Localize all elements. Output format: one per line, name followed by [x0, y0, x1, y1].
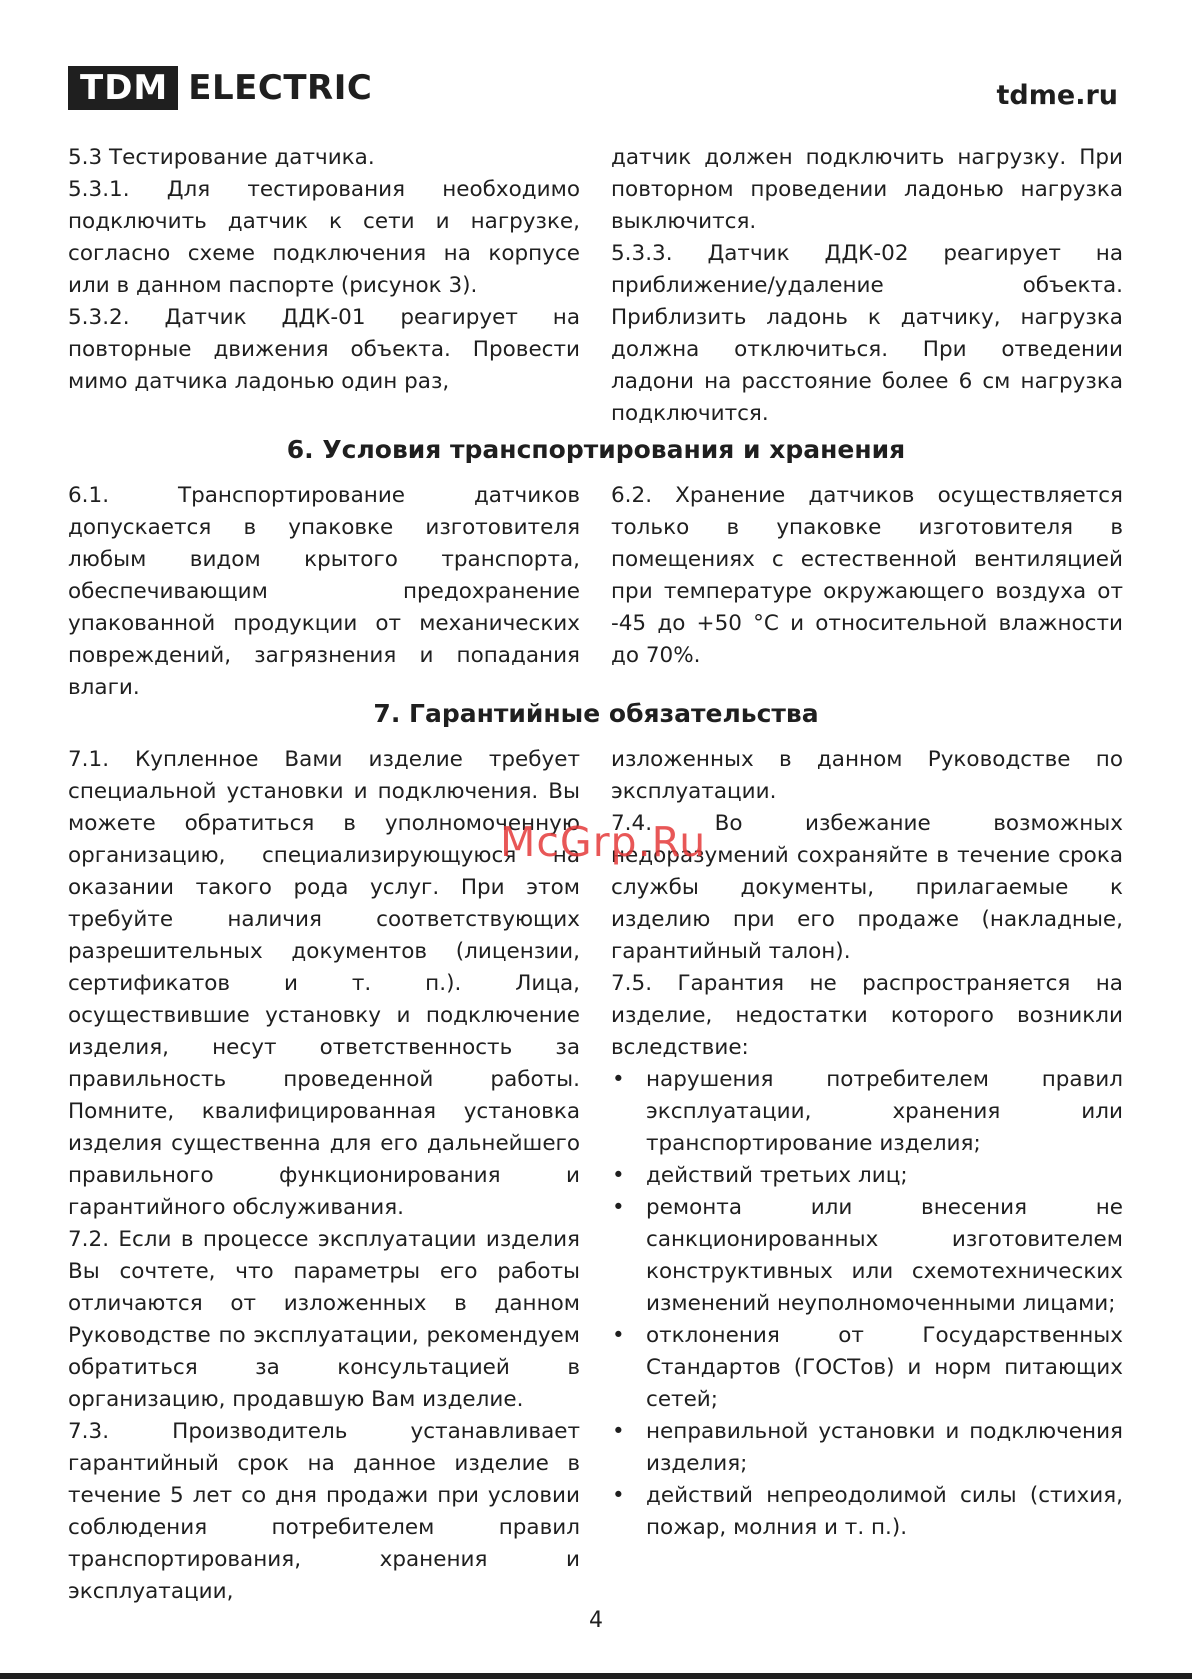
page-number: 4: [589, 1608, 603, 1633]
watermark: McGrp.Ru: [500, 818, 707, 866]
paragraph-5-3: 5.3 Тестирование датчика.: [68, 145, 375, 170]
list-item: • неправильной установки и подключения изделия;: [611, 1416, 1123, 1480]
paragraph-7-3: 7.3. Производитель устанавливает гарантийный срок на данное изделие в течение 5 лет со дня продажи при условии соблюдения потребителем правил транспортирования, хранения и эксплуатации,: [68, 1419, 580, 1604]
logo-text: ELECTRIC: [188, 68, 373, 108]
list-item: • действий непреодолимой силы (стихия, пожар, молния и т. п.).: [611, 1480, 1123, 1544]
section6-left-column: [68, 480, 580, 704]
section5-right-column: [611, 142, 1123, 430]
paragraph-7-1: 7.1. Купленное Вами изделие требует специальной установки и подключения. Вы можете обратиться в уполномоченную организацию, специализирующуюся на оказании такого рода услуг. При этом требуйте наличия соответствующих разрешительных документов (лицензии, сертификатов и т. п.). Лица, осуществившие установку и подключение изделия, несут ответственность за правильность проведенной работы. Помните, квалифицированная установка изделия существенна для его дальнейшего правильного функционирования и гарантийного обслуживания.: [68, 747, 580, 1220]
list-item: • ремонта или внесения не санкционированных изготовителем конструктивных или схемотехнических изменений неуполномоченными лицами;: [611, 1192, 1123, 1320]
paragraph-5-3-3: 5.3.3. Датчик ДДК-02 реагирует на приближение/удаление объекта. Приблизить ладонь к датчику, нагрузка должна отключиться. При отведении ладони на расстояние более 6 см нагрузка подключится.: [611, 241, 1123, 426]
paragraph-6-1: 6.1. Транспортирование датчиков допускается в упаковке изготовителя любым видом крытого транспорта, обеспечивающим предохранение упакованной продукции от механических повреждений, загрязнения и попадания влаги.: [68, 483, 580, 700]
section7-left-column: [68, 744, 580, 1608]
paragraph-7-3-cont: изложенных в данном Руководстве по эксплуатации.: [611, 747, 1123, 804]
section6-heading: 6. Условия транспортирования и хранения: [286, 435, 906, 464]
paragraph-5-3-2: 5.3.2. Датчик ДДК-01 реагирует на повторные движения объекта. Провести мимо датчика ладонью один раз,: [68, 305, 580, 394]
logo-box: TDM: [68, 66, 178, 110]
list-item: • нарушения потребителем правил эксплуатации, хранения или транспортирование изделия;: [611, 1064, 1123, 1160]
bottom-divider: [0, 1673, 1192, 1679]
paragraph-7-4: 7.4. Во избежание возможных недоразумений сохраняйте в течение срока службы документы, прилагаемые к изделию при его продаже (накладные, гарантийный талон).: [611, 811, 1123, 964]
section6-right-column: [611, 480, 1123, 672]
site-url[interactable]: tdme.ru: [996, 80, 1118, 111]
paragraph-5-3-2-cont: датчик должен подключить нагрузку. При повторном проведении ладонью нагрузка выключится.: [611, 145, 1123, 234]
paragraph-7-5: 7.5. Гарантия не распространяется на изделие, недостатки которого возникли вследствие:: [611, 971, 1123, 1060]
paragraph-6-2: 6.2. Хранение датчиков осуществляется только в упаковке изготовителя в помещениях с естественной вентиляцией при температуре окружающего воздуха от -45 до +50 °С и относительной влажности до 70%.: [611, 483, 1123, 668]
section7-heading: 7. Гарантийные обязательства: [373, 699, 819, 728]
paragraph-5-3-1: 5.3.1. Для тестирования необходимо подключить датчик к сети и нагрузке, согласно схеме подключения на корпусе или в данном паспорте (рисунок 3).: [68, 177, 580, 298]
section5-left-column: [68, 142, 580, 398]
tdm-logo: [68, 66, 372, 110]
list-item: • действий третьих лиц;: [611, 1160, 1123, 1192]
page-header: [68, 66, 1118, 114]
paragraph-7-2: 7.2. Если в процессе эксплуатации изделия Вы сочтете, что параметры его работы отличаются от изложенных в данном Руководстве по эксплуатации, рекомендуем обратиться за консультацией в организацию, продавшую Вам изделие.: [68, 1227, 580, 1412]
list-item: • отклонения от Государственных Стандартов (ГОСТов) и норм питающих сетей;: [611, 1320, 1123, 1416]
exclusions-list: [611, 1064, 1123, 1544]
